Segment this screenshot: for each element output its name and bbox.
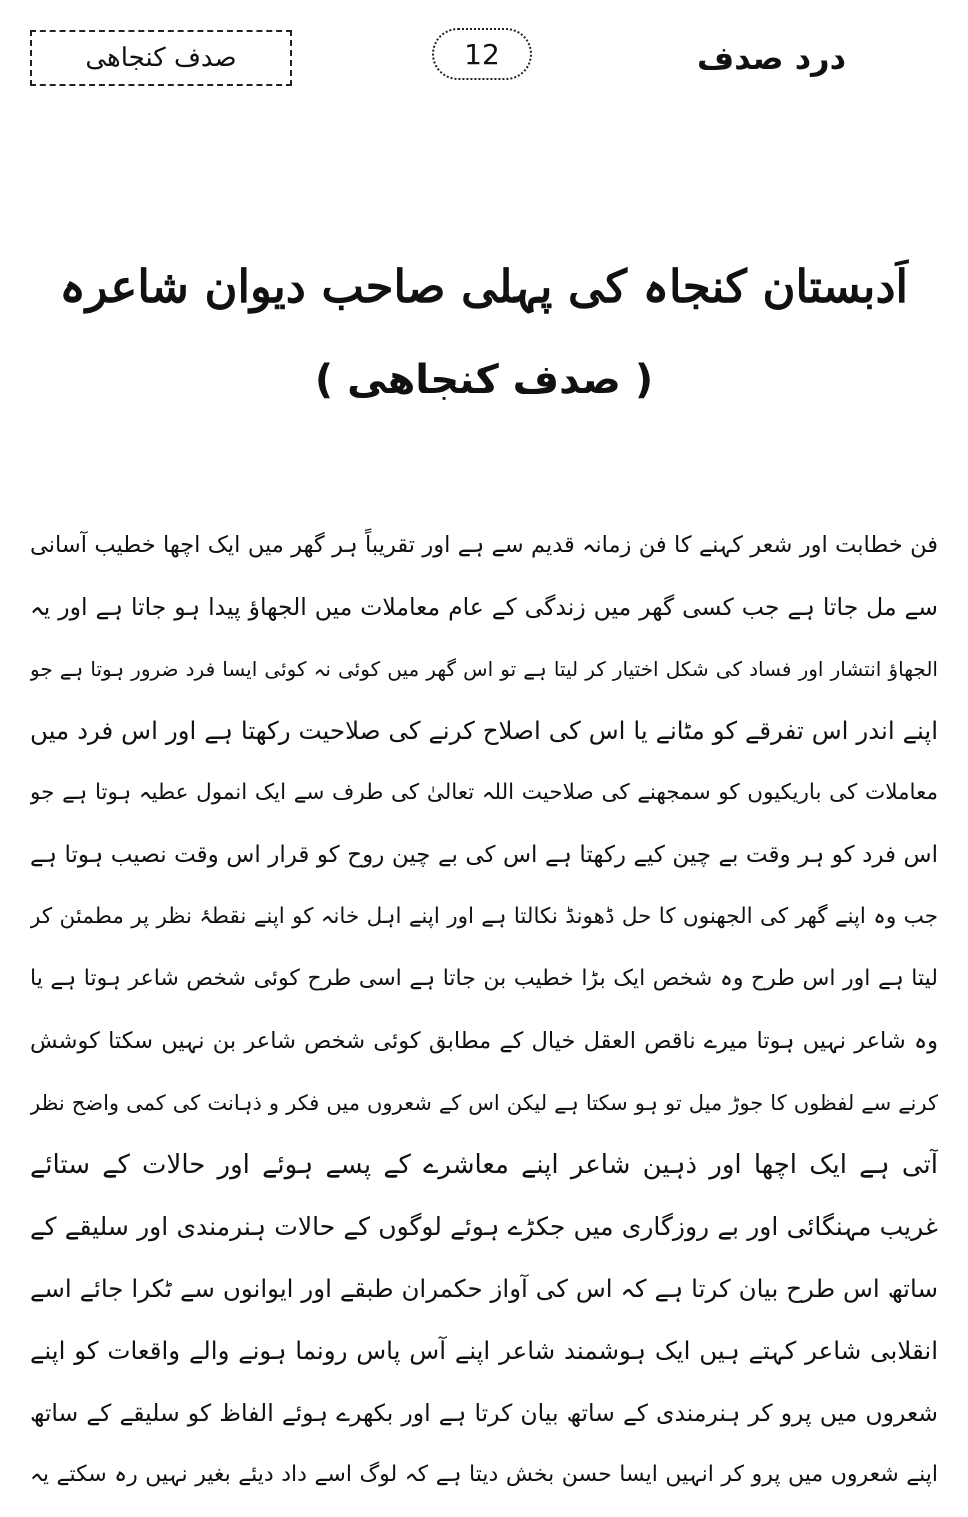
body-line-13: ساتھ اس طرح بیان کرتا ہے کہ اس کی آواز حکمران طبقے اور ایوانوں سے ٹکرا جائے اسے [30, 1274, 938, 1303]
article-title: اَدبستان کنجاہ کی پہلی صاحب دیوان شاعرہ [59, 260, 908, 313]
body-line-6: اس فرد کو ہر وقت بے چین کیے رکھتا ہے اس کی بے چین روح کو قرار اس وقت نصیب ہوتا ہے [30, 842, 938, 868]
body-line-11: آتی ہے ایک اچھا اور ذہین شاعر اپنے معاشرے کے پسے ہوئے اور حالات کے ستائے [30, 1150, 938, 1180]
body-line-12: غریب مہنگائی اور بے روزگاری میں جکڑے ہوئے لوگوں کے حالات ہنرمندی اور سلیقے کے [30, 1212, 938, 1241]
body-line-3: الجھاؤ انتشار اور فساد کی شکل اختیار کر لیتا ہے تو اس گھر میں کوئی نہ کوئی ایسا فرد ضرور ہوتا ہے جو [30, 657, 938, 681]
body-line-2: سے مل جاتا ہے جب کسی گھر میں زندگی کے عام معاملات میں الجھاؤ پیدا ہو جاتا ہے اور یہ [30, 593, 938, 621]
page-number: 12 [464, 37, 500, 71]
body-line-9: وہ شاعر نہیں ہوتا میرے ناقص العقل خیال کے مطابق کوئی شخص شاعر بن نہیں سکتا کوشش [30, 1028, 938, 1054]
author-name: صدف کنجاھی [85, 43, 237, 73]
body-line-14: انقلابی شاعر کہتے ہیں ایک ہوشمند شاعر اپنے آس پاس رونما ہونے والے واقعات کو اپنے [30, 1336, 938, 1365]
body-line-4: اپنے اندر اس تفرقے کو مٹانے یا اس کی اصلاح کرنے کی صلاحیت رکھتا ہے اور اس فرد میں [30, 716, 938, 745]
article-body [30, 514, 938, 1506]
book-title: درد صدف [697, 39, 846, 77]
article-subtitle: ( صدف کنجاھی ) [314, 357, 654, 403]
author-name-box [30, 30, 292, 86]
body-line-8: لیتا ہے اور اس طرح وہ شخص ایک بڑا خطیب بن جاتا ہے اسی طرح کوئی شخص شاعر ہوتا ہے یا [30, 966, 938, 991]
body-line-7: جب وہ اپنے گھر کی الجھنوں کا حل ڈھونڈ نکالتا ہے اور اپنے اہل خانہ کو اپنے نقطۂ نظر پر مطمئن کر [30, 904, 938, 929]
body-line-15: شعروں میں پرو کر ہنرمندی کے ساتھ بیان کرتا ہے اور بکھرے ہوئے الفاظ کو سلیقے کے ساتھ [30, 1399, 938, 1427]
page-number-badge [432, 28, 532, 80]
body-line-10: کرنے سے لفظوں کا جوڑ میل تو ہو سکتا ہے لیکن اس کے شعروں میں فکر و ذہانت کی کمی واضح نظر [30, 1091, 938, 1115]
body-line-5: معاملات کی باریکیوں کو سمجھنے کی صلاحیت اللہ تعالیٰ کی طرف سے ایک انمول عطیہ ہوتا ہے جو [30, 780, 938, 805]
body-line-1: فن خطابت اور شعر کہنے کا فن زمانہ قدیم سے ہے اور تقریباً ہر گھر میں ایک اچھا خطیب آسانی [30, 532, 938, 558]
body-line-16: اپنے شعروں میں پرو کر انہیں ایسا حسن بخش دیتا ہے کہ لوگ اسے داد دیئے بغیر نہیں رہ سکتے یہ [30, 1462, 938, 1487]
